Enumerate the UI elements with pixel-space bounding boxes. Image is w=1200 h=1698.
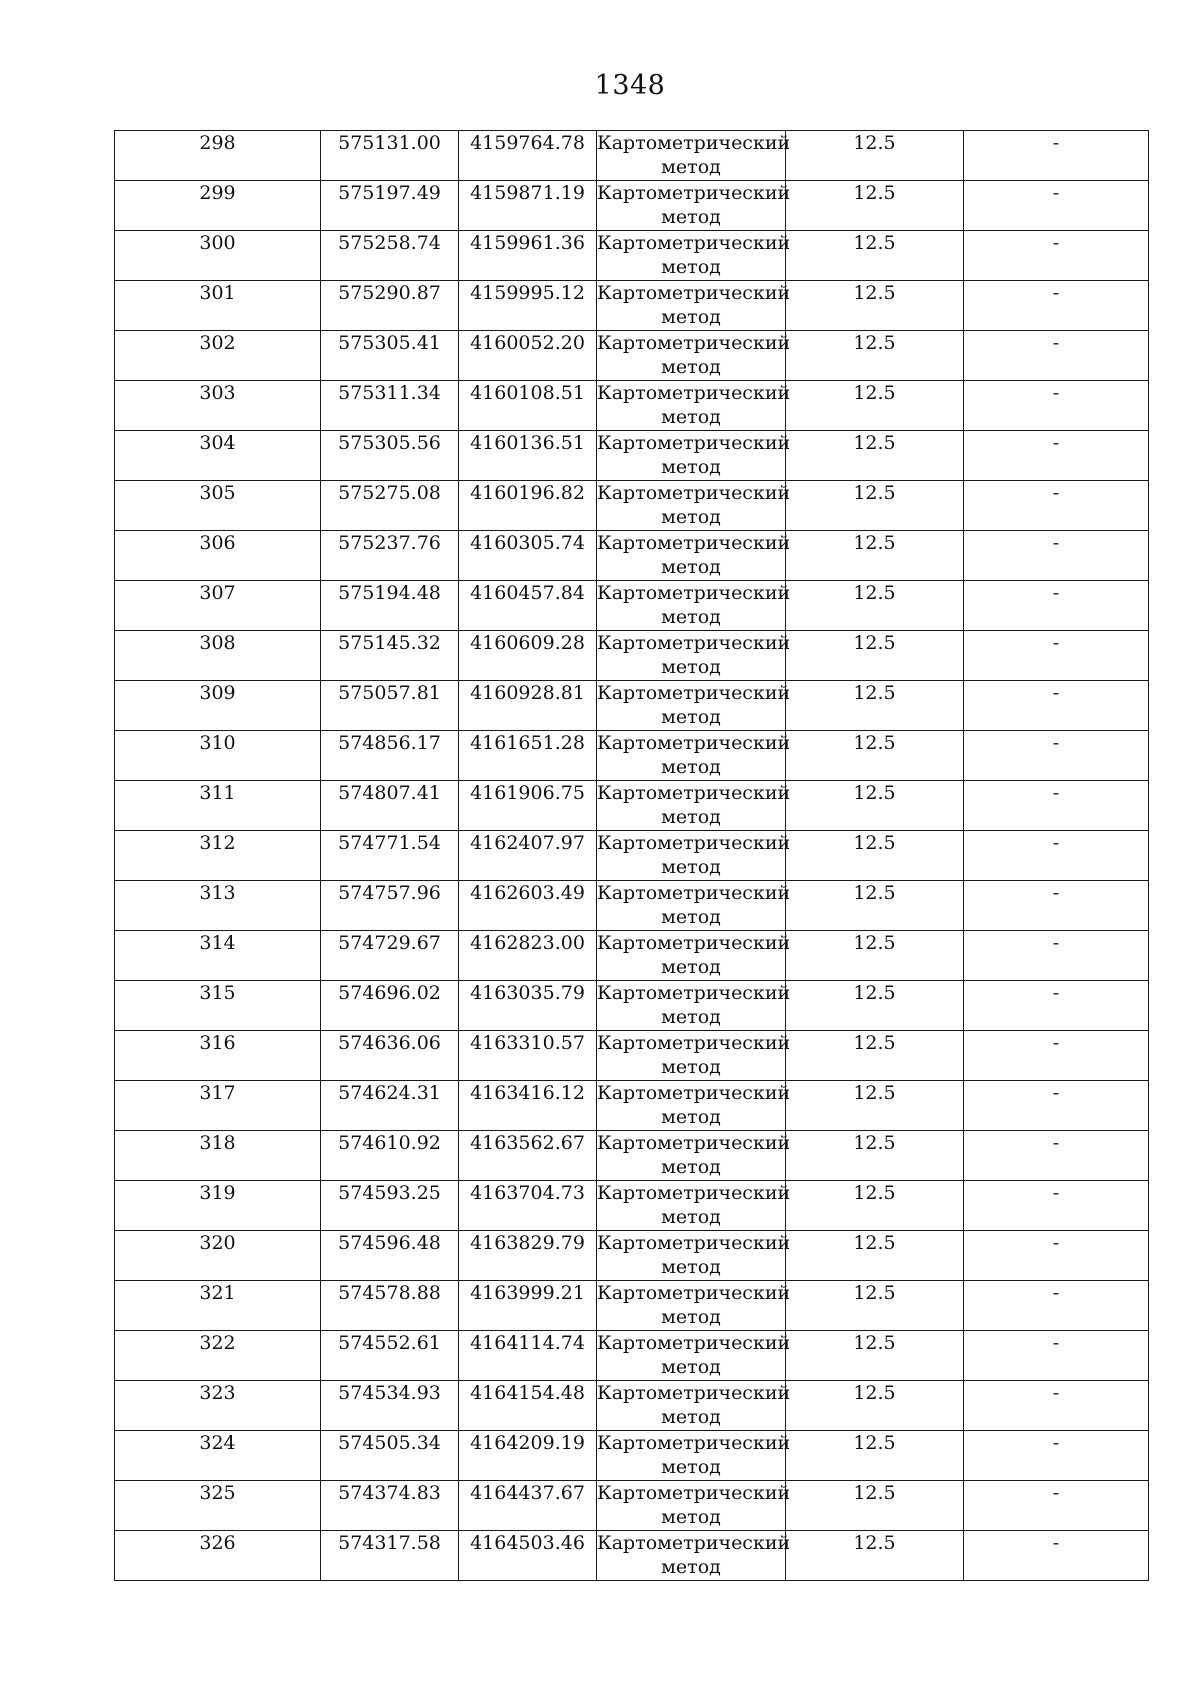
accuracy-cell: 12.5 (786, 581, 964, 631)
y-coordinate-cell: 4163829.79 (459, 1231, 597, 1281)
table-row (115, 1081, 1149, 1131)
accuracy-cell: 12.5 (786, 231, 964, 281)
table-row (115, 1181, 1149, 1231)
y-coordinate-cell: 4163416.12 (459, 1081, 597, 1131)
note-cell: - (964, 1531, 1149, 1581)
y-coordinate-cell: 4160928.81 (459, 681, 597, 731)
table-row (115, 281, 1149, 331)
point-number-cell: 298 (115, 131, 321, 181)
note-cell: - (964, 681, 1149, 731)
y-coordinate-cell: 4164437.67 (459, 1481, 597, 1531)
x-coordinate-cell: 575197.49 (321, 181, 459, 231)
table-row (115, 481, 1149, 531)
method-cell (597, 381, 791, 431)
method-line1: Картометрический (597, 432, 791, 454)
table-body (115, 131, 1149, 1581)
accuracy-cell: 12.5 (786, 281, 964, 331)
point-number-cell: 320 (115, 1231, 321, 1281)
method-line1: Картометрический (597, 632, 791, 654)
method-cell (597, 331, 791, 381)
note-cell: - (964, 1331, 1149, 1381)
accuracy-cell: 12.5 (786, 531, 964, 581)
point-number-cell: 318 (115, 1131, 321, 1181)
method-line1: Картометрический (597, 282, 791, 304)
point-number-cell: 317 (115, 1081, 321, 1131)
x-coordinate-cell: 574374.83 (321, 1481, 459, 1531)
accuracy-cell: 12.5 (786, 681, 964, 731)
method-line1: Картометрический (597, 1082, 791, 1104)
y-coordinate-cell: 4160305.74 (459, 531, 597, 581)
point-number-cell: 326 (115, 1531, 321, 1581)
note-cell: - (964, 281, 1149, 331)
method-line1: Картометрический (597, 932, 791, 954)
note-cell: - (964, 981, 1149, 1031)
method-line1: Картометрический (597, 782, 791, 804)
method-cell (597, 1281, 791, 1331)
x-coordinate-cell: 575131.00 (321, 131, 459, 181)
note-cell: - (964, 831, 1149, 881)
x-coordinate-cell: 575305.41 (321, 331, 459, 381)
x-coordinate-cell: 574578.88 (321, 1281, 459, 1331)
method-line1: Картометрический (597, 1432, 791, 1454)
method-line1: Картометрический (597, 682, 791, 704)
point-number-cell: 302 (115, 331, 321, 381)
table-row (115, 381, 1149, 431)
table-row (115, 1431, 1149, 1481)
method-cell (597, 181, 791, 231)
table-row (115, 1031, 1149, 1081)
method-cell (597, 1331, 791, 1381)
note-cell: - (964, 531, 1149, 581)
method-cell (597, 981, 791, 1031)
y-coordinate-cell: 4163035.79 (459, 981, 597, 1031)
accuracy-cell: 12.5 (786, 1431, 964, 1481)
method-line2: метод (661, 1456, 721, 1478)
method-line2: метод (661, 1506, 721, 1528)
x-coordinate-cell: 574757.96 (321, 881, 459, 931)
table-row (115, 1381, 1149, 1431)
point-number-cell: 312 (115, 831, 321, 881)
method-cell (597, 1081, 791, 1131)
method-line2: метод (661, 406, 721, 428)
accuracy-cell: 12.5 (786, 881, 964, 931)
accuracy-cell: 12.5 (786, 631, 964, 681)
method-cell (597, 281, 791, 331)
table-row (115, 131, 1149, 181)
note-cell: - (964, 581, 1149, 631)
x-coordinate-cell: 575258.74 (321, 231, 459, 281)
method-line2: метод (661, 1156, 721, 1178)
page-number: 1348 (594, 70, 666, 101)
method-line2: метод (661, 1256, 721, 1278)
method-line2: метод (661, 606, 721, 628)
accuracy-cell: 12.5 (786, 1231, 964, 1281)
y-coordinate-cell: 4163999.21 (459, 1281, 597, 1331)
point-number-cell: 304 (115, 431, 321, 481)
x-coordinate-cell: 575311.34 (321, 381, 459, 431)
table-row (115, 681, 1149, 731)
y-coordinate-cell: 4161906.75 (459, 781, 597, 831)
method-cell (597, 831, 791, 881)
method-cell (597, 231, 791, 281)
point-number-cell: 324 (115, 1431, 321, 1481)
x-coordinate-cell: 574807.41 (321, 781, 459, 831)
x-coordinate-cell: 575237.76 (321, 531, 459, 581)
accuracy-cell: 12.5 (786, 781, 964, 831)
method-line2: метод (661, 556, 721, 578)
table-row (115, 531, 1149, 581)
x-coordinate-cell: 574596.48 (321, 1231, 459, 1281)
point-number-cell: 300 (115, 231, 321, 281)
method-cell (597, 1481, 791, 1531)
note-cell: - (964, 1431, 1149, 1481)
method-line2: метод (661, 1106, 721, 1128)
table-row (115, 831, 1149, 881)
accuracy-cell: 12.5 (786, 431, 964, 481)
method-cell (597, 1381, 791, 1431)
y-coordinate-cell: 4160196.82 (459, 481, 597, 531)
table-row (115, 431, 1149, 481)
method-cell (597, 481, 791, 531)
table-row (115, 1331, 1149, 1381)
method-cell (597, 1531, 791, 1581)
y-coordinate-cell: 4161651.28 (459, 731, 597, 781)
y-coordinate-cell: 4162407.97 (459, 831, 597, 881)
accuracy-cell: 12.5 (786, 1131, 964, 1181)
note-cell: - (964, 431, 1149, 481)
point-number-cell: 309 (115, 681, 321, 731)
note-cell: - (964, 931, 1149, 981)
accuracy-cell: 12.5 (786, 1281, 964, 1331)
x-coordinate-cell: 575145.32 (321, 631, 459, 681)
point-number-cell: 322 (115, 1331, 321, 1381)
point-number-cell: 303 (115, 381, 321, 431)
accuracy-cell: 12.5 (786, 1081, 964, 1131)
method-cell (597, 1131, 791, 1181)
accuracy-cell: 12.5 (786, 131, 964, 181)
method-line1: Картометрический (597, 1182, 791, 1204)
method-line1: Картометрический (597, 1282, 791, 1304)
method-cell (597, 881, 791, 931)
y-coordinate-cell: 4160609.28 (459, 631, 597, 681)
method-line2: метод (661, 1406, 721, 1428)
method-line2: метод (661, 1306, 721, 1328)
point-number-cell: 325 (115, 1481, 321, 1531)
note-cell: - (964, 731, 1149, 781)
method-cell (597, 631, 791, 681)
y-coordinate-cell: 4159995.12 (459, 281, 597, 331)
point-number-cell: 316 (115, 1031, 321, 1081)
method-cell (597, 431, 791, 481)
x-coordinate-cell: 575275.08 (321, 481, 459, 531)
x-coordinate-cell: 575290.87 (321, 281, 459, 331)
method-line2: метод (661, 206, 721, 228)
x-coordinate-cell: 575305.56 (321, 431, 459, 481)
method-line2: метод (661, 506, 721, 528)
accuracy-cell: 12.5 (786, 1531, 964, 1581)
note-cell: - (964, 1081, 1149, 1131)
x-coordinate-cell: 574317.58 (321, 1531, 459, 1581)
method-line1: Картометрический (597, 182, 791, 204)
note-cell: - (964, 331, 1149, 381)
coordinates-table (114, 130, 1149, 1581)
method-line2: метод (661, 1056, 721, 1078)
point-number-cell: 305 (115, 481, 321, 531)
accuracy-cell: 12.5 (786, 481, 964, 531)
point-number-cell: 323 (115, 1381, 321, 1431)
table-row (115, 181, 1149, 231)
method-line1: Картометрический (597, 1132, 791, 1154)
note-cell: - (964, 1181, 1149, 1231)
table-row (115, 1531, 1149, 1581)
table-row (115, 331, 1149, 381)
accuracy-cell: 12.5 (786, 1031, 964, 1081)
method-line2: метод (661, 706, 721, 728)
y-coordinate-cell: 4160052.20 (459, 331, 597, 381)
method-line2: метод (661, 656, 721, 678)
x-coordinate-cell: 574624.31 (321, 1081, 459, 1131)
point-number-cell: 313 (115, 881, 321, 931)
accuracy-cell: 12.5 (786, 1181, 964, 1231)
method-line2: метод (661, 1006, 721, 1028)
table-row (115, 1131, 1149, 1181)
note-cell: - (964, 381, 1149, 431)
note-cell: - (964, 781, 1149, 831)
x-coordinate-cell: 574552.61 (321, 1331, 459, 1381)
method-line1: Картометрический (597, 132, 791, 154)
method-line1: Картометрический (597, 1532, 791, 1554)
table-row (115, 231, 1149, 281)
note-cell: - (964, 1031, 1149, 1081)
point-number-cell: 315 (115, 981, 321, 1031)
point-number-cell: 308 (115, 631, 321, 681)
method-cell (597, 531, 791, 581)
y-coordinate-cell: 4164154.48 (459, 1381, 597, 1431)
point-number-cell: 310 (115, 731, 321, 781)
accuracy-cell: 12.5 (786, 1481, 964, 1531)
method-line1: Картометрический (597, 982, 791, 1004)
note-cell: - (964, 631, 1149, 681)
table-row (115, 631, 1149, 681)
method-cell (597, 131, 791, 181)
y-coordinate-cell: 4162603.49 (459, 881, 597, 931)
y-coordinate-cell: 4160457.84 (459, 581, 597, 631)
x-coordinate-cell: 575194.48 (321, 581, 459, 631)
y-coordinate-cell: 4163310.57 (459, 1031, 597, 1081)
point-number-cell: 307 (115, 581, 321, 631)
y-coordinate-cell: 4159764.78 (459, 131, 597, 181)
method-cell (597, 1231, 791, 1281)
method-line2: метод (661, 306, 721, 328)
accuracy-cell: 12.5 (786, 831, 964, 881)
table-row (115, 1281, 1149, 1331)
table-row (115, 881, 1149, 931)
method-line1: Картометрический (597, 1332, 791, 1354)
method-line2: метод (661, 456, 721, 478)
note-cell: - (964, 1281, 1149, 1331)
method-line2: метод (661, 1356, 721, 1378)
method-cell (597, 1181, 791, 1231)
accuracy-cell: 12.5 (786, 1381, 964, 1431)
method-cell (597, 581, 791, 631)
method-line1: Картометрический (597, 382, 791, 404)
table-row (115, 731, 1149, 781)
table-row (115, 931, 1149, 981)
accuracy-cell: 12.5 (786, 181, 964, 231)
method-line1: Картометрический (597, 732, 791, 754)
note-cell: - (964, 881, 1149, 931)
y-coordinate-cell: 4164209.19 (459, 1431, 597, 1481)
table-row (115, 981, 1149, 1031)
y-coordinate-cell: 4160136.51 (459, 431, 597, 481)
method-cell (597, 931, 791, 981)
accuracy-cell: 12.5 (786, 731, 964, 781)
note-cell: - (964, 231, 1149, 281)
accuracy-cell: 12.5 (786, 981, 964, 1031)
method-line1: Картометрический (597, 1482, 791, 1504)
accuracy-cell: 12.5 (786, 931, 964, 981)
method-line2: метод (661, 1556, 721, 1578)
method-cell (597, 781, 791, 831)
accuracy-cell: 12.5 (786, 1331, 964, 1381)
y-coordinate-cell: 4162823.00 (459, 931, 597, 981)
method-line2: метод (661, 806, 721, 828)
method-line2: метод (661, 256, 721, 278)
x-coordinate-cell: 575057.81 (321, 681, 459, 731)
method-cell (597, 1431, 791, 1481)
x-coordinate-cell: 574534.93 (321, 1381, 459, 1431)
method-line2: метод (661, 756, 721, 778)
method-line1: Картометрический (597, 582, 791, 604)
method-line2: метод (661, 1206, 721, 1228)
method-line1: Картометрический (597, 482, 791, 504)
note-cell: - (964, 181, 1149, 231)
point-number-cell: 301 (115, 281, 321, 331)
point-number-cell: 319 (115, 1181, 321, 1231)
note-cell: - (964, 1131, 1149, 1181)
method-line2: метод (661, 956, 721, 978)
x-coordinate-cell: 574505.34 (321, 1431, 459, 1481)
table-row (115, 781, 1149, 831)
method-line1: Картометрический (597, 882, 791, 904)
method-line2: метод (661, 906, 721, 928)
method-line1: Картометрический (597, 1232, 791, 1254)
method-line2: метод (661, 156, 721, 178)
y-coordinate-cell: 4163704.73 (459, 1181, 597, 1231)
method-line2: метод (661, 356, 721, 378)
y-coordinate-cell: 4164114.74 (459, 1331, 597, 1381)
y-coordinate-cell: 4159871.19 (459, 181, 597, 231)
method-line1: Картометрический (597, 1382, 791, 1404)
method-line2: метод (661, 856, 721, 878)
method-line1: Картометрический (597, 332, 791, 354)
y-coordinate-cell: 4159961.36 (459, 231, 597, 281)
accuracy-cell: 12.5 (786, 381, 964, 431)
x-coordinate-cell: 574771.54 (321, 831, 459, 881)
point-number-cell: 311 (115, 781, 321, 831)
point-number-cell: 306 (115, 531, 321, 581)
point-number-cell: 299 (115, 181, 321, 231)
y-coordinate-cell: 4164503.46 (459, 1531, 597, 1581)
x-coordinate-cell: 574636.06 (321, 1031, 459, 1081)
accuracy-cell: 12.5 (786, 331, 964, 381)
note-cell: - (964, 1231, 1149, 1281)
x-coordinate-cell: 574610.92 (321, 1131, 459, 1181)
x-coordinate-cell: 574696.02 (321, 981, 459, 1031)
note-cell: - (964, 1481, 1149, 1531)
point-number-cell: 321 (115, 1281, 321, 1331)
table-row (115, 1231, 1149, 1281)
x-coordinate-cell: 574856.17 (321, 731, 459, 781)
method-line1: Картометрический (597, 1032, 791, 1054)
x-coordinate-cell: 574729.67 (321, 931, 459, 981)
note-cell: - (964, 481, 1149, 531)
method-line1: Картометрический (597, 532, 791, 554)
table-row (115, 1481, 1149, 1531)
method-cell (597, 1031, 791, 1081)
method-line1: Картометрический (597, 832, 791, 854)
x-coordinate-cell: 574593.25 (321, 1181, 459, 1231)
point-number-cell: 314 (115, 931, 321, 981)
note-cell: - (964, 1381, 1149, 1431)
method-cell (597, 681, 791, 731)
note-cell: - (964, 131, 1149, 181)
table-row (115, 581, 1149, 631)
y-coordinate-cell: 4160108.51 (459, 381, 597, 431)
method-line1: Картометрический (597, 232, 791, 254)
method-cell (597, 731, 791, 781)
y-coordinate-cell: 4163562.67 (459, 1131, 597, 1181)
